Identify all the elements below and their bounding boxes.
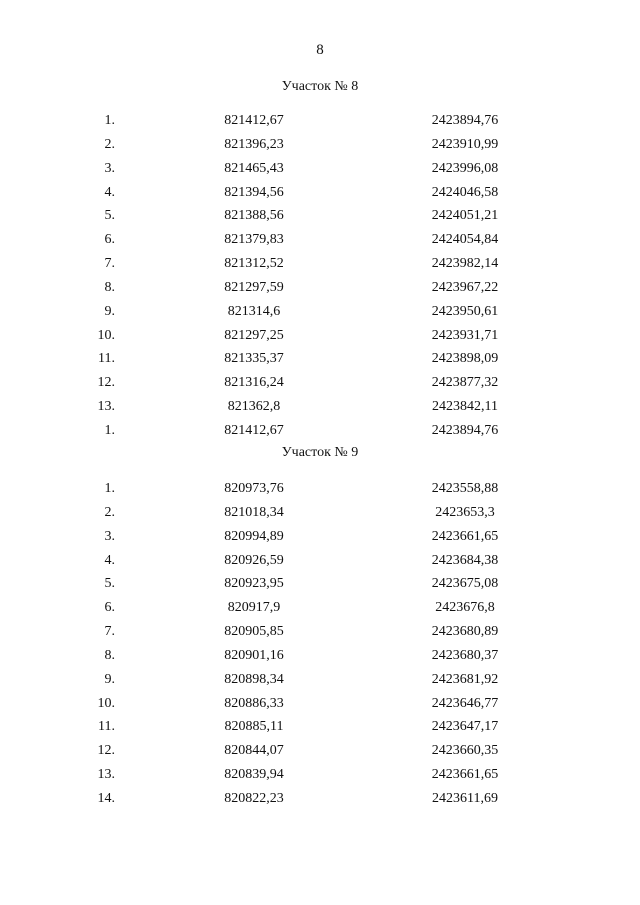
x-coordinate: 821018,34 xyxy=(224,504,284,520)
table-row xyxy=(0,324,640,348)
table-row xyxy=(0,395,640,419)
y-coordinate: 2423931,71 xyxy=(431,327,499,343)
y-coordinate: 2423680,37 xyxy=(431,647,499,663)
table-row xyxy=(0,228,640,252)
point-number: 4. xyxy=(104,552,115,568)
y-coordinate: 2423675,08 xyxy=(431,576,499,592)
point-number: 5. xyxy=(104,576,115,592)
point-number: 4. xyxy=(104,184,115,200)
table-row xyxy=(0,371,640,395)
y-coordinate: 2423894,76 xyxy=(431,113,499,128)
table-row xyxy=(0,477,640,501)
table-row xyxy=(0,692,640,716)
x-coordinate: 820822,23 xyxy=(224,790,284,806)
coordinates-table xyxy=(0,109,640,443)
table-row xyxy=(0,644,640,668)
x-coordinate: 820839,94 xyxy=(224,767,284,783)
y-coordinate: 2423611,69 xyxy=(432,790,498,806)
table-row xyxy=(0,620,640,644)
point-number: 9. xyxy=(104,303,115,319)
point-number: 10. xyxy=(97,695,115,711)
x-coordinate: 820885,11 xyxy=(224,719,284,735)
point-number: 8. xyxy=(104,279,115,295)
table-row xyxy=(0,787,640,811)
x-coordinate: 821396,23 xyxy=(224,136,284,152)
table-row xyxy=(0,181,640,205)
y-coordinate: 2423653,3 xyxy=(435,504,495,520)
x-coordinate: 821412,67 xyxy=(224,113,284,128)
point-number: 2. xyxy=(104,136,115,152)
x-coordinate: 821412,67 xyxy=(224,422,284,438)
y-coordinate: 2423558,88 xyxy=(431,481,499,496)
x-coordinate: 821297,25 xyxy=(224,327,284,343)
x-coordinate: 821362,8 xyxy=(227,399,281,415)
x-coordinate: 821394,56 xyxy=(224,184,284,200)
y-coordinate: 2423676,8 xyxy=(435,600,495,616)
x-coordinate: 820917,9 xyxy=(227,600,281,616)
table-row xyxy=(0,668,640,692)
table-row xyxy=(0,763,640,787)
point-number: 9. xyxy=(104,671,115,687)
y-coordinate: 2423910,99 xyxy=(431,136,499,152)
table-row xyxy=(0,157,640,181)
point-number: 11. xyxy=(98,351,115,367)
y-coordinate: 2423877,32 xyxy=(431,375,499,391)
y-coordinate: 2423660,35 xyxy=(431,743,499,759)
y-coordinate: 2423982,14 xyxy=(431,256,499,272)
table-row xyxy=(0,133,640,157)
point-number: 11. xyxy=(98,719,115,735)
table-row xyxy=(0,501,640,525)
x-coordinate: 821465,43 xyxy=(224,160,284,176)
table-row xyxy=(0,252,640,276)
y-coordinate: 2423680,89 xyxy=(431,624,499,640)
y-coordinate: 2424054,84 xyxy=(431,232,499,248)
point-number: 6. xyxy=(104,600,115,616)
point-number: 10. xyxy=(97,327,115,343)
y-coordinate: 2423647,17 xyxy=(431,719,499,735)
table-row xyxy=(0,204,640,228)
y-coordinate: 2423996,08 xyxy=(431,160,499,176)
y-coordinate: 2423842,11 xyxy=(432,399,498,415)
x-coordinate: 820905,85 xyxy=(224,624,284,640)
x-coordinate: 820994,89 xyxy=(224,528,284,544)
point-number: 1. xyxy=(104,422,115,438)
point-number: 5. xyxy=(104,208,115,224)
table-row xyxy=(0,572,640,596)
y-coordinate: 2423898,09 xyxy=(431,351,499,367)
table-row xyxy=(0,596,640,620)
point-number: 13. xyxy=(97,399,115,415)
x-coordinate: 820923,95 xyxy=(224,576,284,592)
y-coordinate: 2424051,21 xyxy=(431,208,499,224)
table-row xyxy=(0,300,640,324)
table-row xyxy=(0,419,640,443)
x-coordinate: 821312,52 xyxy=(224,256,284,272)
point-number: 3. xyxy=(104,160,115,176)
point-number: 8. xyxy=(104,647,115,663)
y-coordinate: 2423681,92 xyxy=(431,671,499,687)
y-coordinate: 2423950,61 xyxy=(431,303,499,319)
table-row xyxy=(0,715,640,739)
table-row xyxy=(0,276,640,300)
x-coordinate: 821297,59 xyxy=(224,279,284,295)
x-coordinate: 820898,34 xyxy=(224,671,284,687)
table-row xyxy=(0,739,640,763)
point-number: 13. xyxy=(97,767,115,783)
point-number: 12. xyxy=(97,375,115,391)
coordinates-table xyxy=(0,477,640,811)
x-coordinate: 821388,56 xyxy=(224,208,284,224)
table-row xyxy=(0,525,640,549)
x-coordinate: 821379,83 xyxy=(224,232,284,248)
table-row xyxy=(0,549,640,573)
point-number: 12. xyxy=(97,743,115,759)
point-number: 1. xyxy=(104,481,115,496)
y-coordinate: 2424046,58 xyxy=(431,184,499,200)
table-row xyxy=(0,347,640,371)
point-number: 7. xyxy=(104,256,115,272)
x-coordinate: 821316,24 xyxy=(224,375,284,391)
x-coordinate: 821335,37 xyxy=(224,351,284,367)
x-coordinate: 820973,76 xyxy=(224,481,284,496)
table-row xyxy=(0,109,640,133)
point-number: 6. xyxy=(104,232,115,248)
y-coordinate: 2423661,65 xyxy=(431,767,499,783)
point-number: 7. xyxy=(104,624,115,640)
x-coordinate: 820926,59 xyxy=(224,552,284,568)
section-title: Участок № 9 xyxy=(281,445,359,460)
x-coordinate: 821314,6 xyxy=(227,303,281,319)
point-number: 14. xyxy=(97,790,115,806)
page-number: 8 xyxy=(316,42,324,58)
x-coordinate: 820901,16 xyxy=(224,647,284,663)
y-coordinate: 2423684,38 xyxy=(431,552,499,568)
y-coordinate: 2423967,22 xyxy=(431,279,499,295)
point-number: 2. xyxy=(104,504,115,520)
y-coordinate: 2423894,76 xyxy=(431,422,499,438)
point-number: 1. xyxy=(104,113,115,128)
y-coordinate: 2423646,77 xyxy=(431,695,499,711)
section-title: Участок № 8 xyxy=(281,79,359,94)
point-number: 3. xyxy=(104,528,115,544)
x-coordinate: 820886,33 xyxy=(224,695,284,711)
y-coordinate: 2423661,65 xyxy=(431,528,499,544)
x-coordinate: 820844,07 xyxy=(224,743,284,759)
